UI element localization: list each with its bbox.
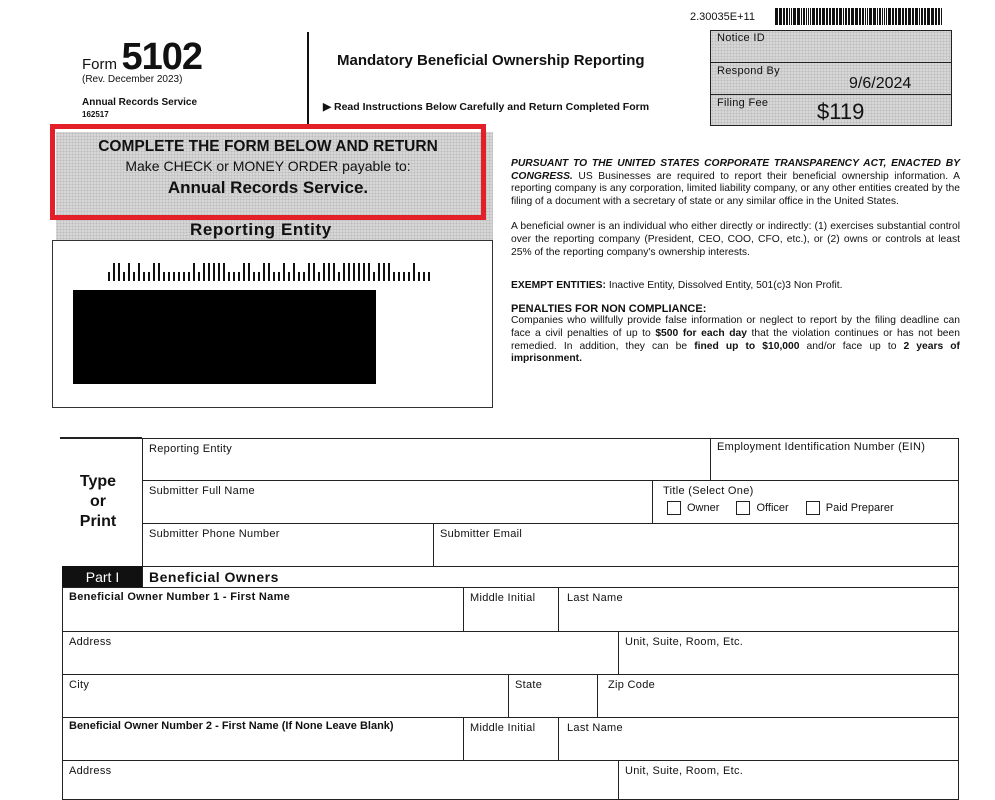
barcode-bar xyxy=(915,8,918,25)
bo2-unit-field[interactable]: Unit, Suite, Room, Etc. xyxy=(618,760,959,800)
barcode-bar xyxy=(869,8,872,25)
notice-id-label: Notice ID xyxy=(717,32,765,44)
notice-box xyxy=(710,30,952,126)
bo1-city-field[interactable]: City xyxy=(62,674,509,718)
barcode-bar xyxy=(153,263,155,281)
barcode-bar xyxy=(779,8,782,25)
barcode-bar xyxy=(423,272,425,281)
penalties-title: PENALTIES FOR NON COMPLIANCE: xyxy=(511,302,707,315)
barcode-bar xyxy=(886,8,887,25)
barcode-bar xyxy=(323,263,325,281)
type-or-print: Type or Print xyxy=(79,473,117,530)
barcode-bar xyxy=(268,263,270,281)
barcode-bar xyxy=(884,8,885,25)
bo1-unit-field[interactable]: Unit, Suite, Room, Etc. xyxy=(618,631,959,675)
barcode-bar xyxy=(859,8,861,25)
barcode-bar xyxy=(924,8,926,25)
barcode-bar xyxy=(163,272,165,281)
barcode-bar xyxy=(867,8,868,25)
bo2-first-name-field[interactable]: Beneficial Owner Number 2 - First Name (If None Leave Blank) xyxy=(62,717,464,761)
instruction: ▶ Read Instructions Below Carefully and Return Completed Form xyxy=(323,101,650,113)
barcode-bar xyxy=(158,263,160,281)
barcode-bar xyxy=(803,8,805,25)
barcode-bar xyxy=(313,263,315,281)
filing-fee-value: $119 xyxy=(817,99,865,124)
barcode-bar xyxy=(879,8,881,25)
barcode-bar xyxy=(921,8,923,25)
respond-by-label: Respond By xyxy=(717,65,780,77)
barcode-bar xyxy=(263,263,265,281)
callout-line3: Annual Records Service. xyxy=(167,178,369,197)
bo2-middle-initial-field[interactable]: Middle Initial xyxy=(463,717,559,761)
barcode-bar xyxy=(905,8,907,25)
barcode-bar xyxy=(888,8,891,25)
barcode-bar xyxy=(303,272,305,281)
barcode-bar xyxy=(786,8,788,25)
barcode-bar xyxy=(123,272,125,281)
barcode-bar xyxy=(333,263,335,281)
barcode-bar xyxy=(819,8,821,25)
barcode-bar xyxy=(808,8,809,25)
barcode-bar xyxy=(912,8,914,25)
barcode-bar xyxy=(408,272,410,281)
callout-line2: Make CHECK or MONEY ORDER payable to: xyxy=(125,158,411,174)
barcode-bar xyxy=(168,272,170,281)
barcode-bar xyxy=(829,8,831,25)
barcode-bar xyxy=(338,272,340,281)
bo1-last-name-field[interactable]: Last Name xyxy=(558,587,959,632)
barcode-bar xyxy=(293,263,295,281)
barcode-bar xyxy=(873,8,876,25)
barcode-bar xyxy=(398,272,400,281)
barcode-bar xyxy=(775,8,778,25)
form-id xyxy=(82,36,202,79)
phone-field[interactable]: Submitter Phone Number xyxy=(142,523,434,567)
barcode-bar xyxy=(848,8,850,25)
barcode-bar xyxy=(368,263,370,281)
bo1-zip-field[interactable]: Zip Code xyxy=(597,674,959,718)
barcode-bar xyxy=(188,272,190,281)
barcode-bar xyxy=(148,272,150,281)
barcode-bar xyxy=(843,8,844,25)
barcode-bar xyxy=(328,263,330,281)
barcode-bar xyxy=(832,8,835,25)
barcode-bar xyxy=(806,8,807,25)
address-box xyxy=(52,240,493,408)
barcode-bar xyxy=(363,263,365,281)
barcode-bar xyxy=(383,263,385,281)
part-label: Part I xyxy=(62,566,143,588)
barcode-bar xyxy=(218,263,220,281)
barcode-bar xyxy=(183,272,185,281)
barcode-bar xyxy=(791,8,792,25)
barcode-bar xyxy=(892,8,894,25)
barcode-bar xyxy=(862,8,864,25)
officer-checkbox[interactable]: Officer xyxy=(722,502,788,514)
barcode-bar xyxy=(895,8,897,25)
barcode-bar xyxy=(193,263,195,281)
header-divider xyxy=(307,32,309,125)
barcode-bar xyxy=(238,272,240,281)
bo1-middle-initial-field[interactable]: Middle Initial xyxy=(463,587,559,632)
barcode-bar xyxy=(373,272,375,281)
barcode-bar xyxy=(128,263,130,281)
barcode-bar xyxy=(233,272,235,281)
barcode-bar xyxy=(428,272,430,281)
barcode-bar xyxy=(941,8,942,25)
bo2-address-field[interactable]: Address xyxy=(62,760,619,800)
reporting-entity-header: Reporting Entity xyxy=(190,220,332,239)
barcode-bar xyxy=(283,263,285,281)
barcode-bar xyxy=(908,8,911,25)
barcode-bar xyxy=(228,272,230,281)
barcode-bar xyxy=(353,263,355,281)
barcode-bar xyxy=(173,272,175,281)
submitter-name-field[interactable]: Submitter Full Name xyxy=(142,480,653,524)
barcode-bar xyxy=(812,8,815,25)
barcode-bar xyxy=(413,263,415,281)
barcode-bar xyxy=(789,8,790,25)
barcode-bar xyxy=(113,263,115,281)
checkbox-icon[interactable] xyxy=(736,501,750,515)
postal-barcode xyxy=(108,263,438,281)
redacted-address xyxy=(73,290,376,384)
barcode-bar xyxy=(902,8,904,25)
bo1-state-field[interactable]: State xyxy=(508,674,598,718)
issuer: Annual Records Service xyxy=(82,97,198,108)
barcode-bar xyxy=(810,8,811,25)
form-label: Form xyxy=(82,56,117,73)
barcode-bar xyxy=(851,8,854,25)
bo2-last-name-field[interactable]: Last Name xyxy=(558,717,959,761)
form-title: Mandatory Beneficial Ownership Reporting xyxy=(337,52,645,69)
bo1-address-field[interactable]: Address xyxy=(62,631,619,675)
barcode-bar xyxy=(816,8,818,25)
barcode-bar xyxy=(882,8,883,25)
instruction-text: Read Instructions Below Carefully and Return Completed Form xyxy=(334,101,650,113)
barcode-bar xyxy=(198,272,200,281)
barcode-bar xyxy=(927,8,930,25)
bo1-first-name-field[interactable]: Beneficial Owner Number 1 - First Name xyxy=(62,587,464,632)
barcode-bar xyxy=(253,272,255,281)
cta-paragraph: PURSUANT TO THE UNITED STATES CORPORATE TRANSPARENCY ACT, ENACTED BY CONGRESS. US Businesses are required to report their beneficial ownership information. A reporting company is any corporation, limited liability company, or any other entities created by the filing of a document with a secretary of state or any similar office in the United States. xyxy=(511,158,960,207)
barcode-bar xyxy=(418,272,420,281)
barcode-number: 2.30035E+11 xyxy=(690,11,755,23)
barcode-bar xyxy=(258,272,260,281)
barcode-bar xyxy=(865,8,866,25)
revision: (Rev. December 2023) xyxy=(82,74,183,85)
barcode-bar xyxy=(288,272,290,281)
barcode-bar xyxy=(243,263,245,281)
info-text xyxy=(511,158,960,366)
part-title: Beneficial Owners xyxy=(142,566,959,588)
checkbox-icon[interactable] xyxy=(667,501,681,515)
barcode-bar xyxy=(935,8,937,25)
reporting-entity-field[interactable]: Reporting Entity xyxy=(142,438,711,481)
barcode-bar xyxy=(378,263,380,281)
penalties-text: Companies who willfully provide false information or neglect to report by the filing deadline can face a civil penalties of up to $500 for each day that the violation continues or has not been remedied. In addition, they can be fined up to $10,000 and/or face up to 2 years of imprisonment. xyxy=(511,315,960,365)
barcode-bar xyxy=(855,8,858,25)
barcode-bar xyxy=(138,263,140,281)
title-select: Title (Select One) Owner Officer Paid Preparer xyxy=(652,480,959,524)
barcode-bar xyxy=(797,8,800,25)
barcode-bar xyxy=(143,272,145,281)
respond-by-value: 9/6/2024 xyxy=(849,75,912,92)
barcode-bar xyxy=(203,263,205,281)
filing-fee-label: Filing Fee xyxy=(717,97,769,109)
top-barcode xyxy=(775,8,953,25)
barcode-bar xyxy=(248,263,250,281)
paid-preparer-checkbox[interactable]: Paid Preparer xyxy=(792,502,894,514)
barcode-bar xyxy=(388,263,390,281)
barcode-bar xyxy=(223,263,225,281)
issuer-code: 162517 xyxy=(82,110,109,119)
barcode-bar xyxy=(273,272,275,281)
barcode-bar xyxy=(783,8,785,25)
barcode-bar xyxy=(348,263,350,281)
email-field[interactable]: Submitter Email xyxy=(433,523,959,567)
exempt-entities: EXEMPT ENTITIES: Inactive Entity, Dissolved Entity, 501(c)3 Non Profit. xyxy=(511,280,843,292)
barcode-bar xyxy=(308,263,310,281)
owner-checkbox[interactable]: Owner xyxy=(653,502,719,514)
barcode-bar xyxy=(178,272,180,281)
callout-line1: COMPLETE THE FORM BELOW AND RETURN xyxy=(98,138,438,155)
barcode-bar xyxy=(839,8,842,25)
barcode-bar xyxy=(826,8,828,25)
barcode-bar xyxy=(278,272,280,281)
barcode-bar xyxy=(108,272,110,281)
barcode-bar xyxy=(118,263,120,281)
form-top-rule xyxy=(60,437,142,439)
barcode-bar xyxy=(208,263,210,281)
barcode-bar xyxy=(318,272,320,281)
barcode-bar xyxy=(393,272,395,281)
barcode-bar xyxy=(845,8,847,25)
barcode-bar xyxy=(358,263,360,281)
barcode-bar xyxy=(403,272,405,281)
barcode-bar xyxy=(801,8,802,25)
barcode-bar xyxy=(919,8,920,25)
barcode-bar xyxy=(877,8,878,25)
checkbox-icon[interactable] xyxy=(806,501,820,515)
barcode-bar xyxy=(938,8,940,25)
barcode-bar xyxy=(298,272,300,281)
ein-field[interactable]: Employment Identification Number (EIN) xyxy=(710,438,959,481)
barcode-bar xyxy=(898,8,901,25)
barcode-bar xyxy=(931,8,934,25)
barcode-bar xyxy=(793,8,796,25)
barcode-bar xyxy=(822,8,825,25)
barcode-bar xyxy=(836,8,838,25)
barcode-bar xyxy=(213,263,215,281)
barcode-bar xyxy=(133,272,135,281)
form-number: 5102 xyxy=(121,36,202,78)
callout-highlight xyxy=(50,124,486,220)
barcode-bar xyxy=(343,263,345,281)
beneficial-owner-definition: A beneficial owner is an individual who either directly or indirectly: (1) exercises substantial control over the reporting company (President, CEO, COO, CFO, etc.), or (2) owns or controls at least 25% of the reporting company's ownership interests. xyxy=(511,221,960,258)
